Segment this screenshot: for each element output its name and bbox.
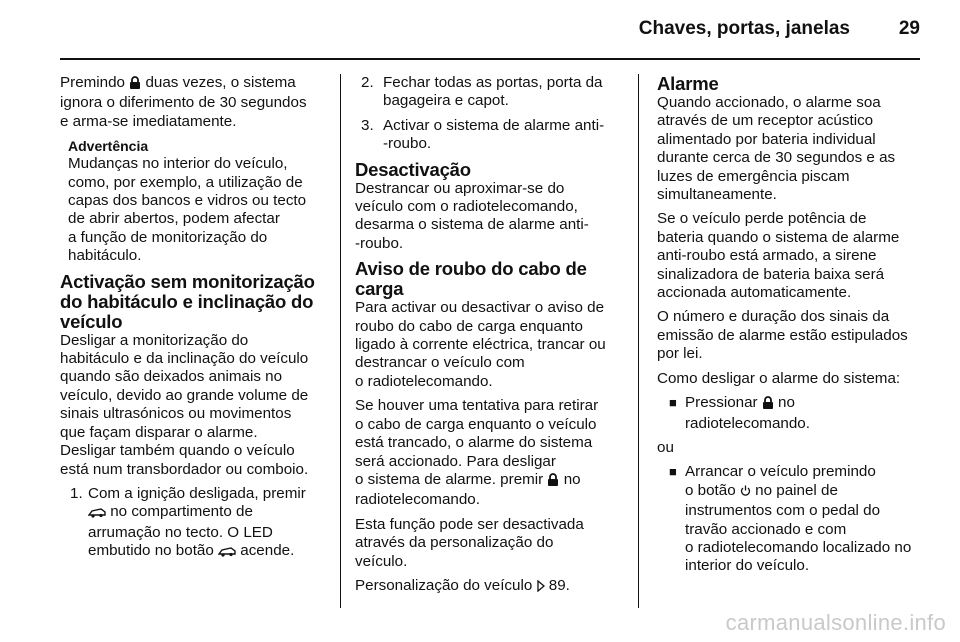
column-divider-2 <box>638 74 639 608</box>
note-title: Advertência <box>68 138 149 155</box>
howto-line: Como desligar o alarme do sistema: <box>657 369 901 387</box>
list-item-step-2: 2. Fechar todas as portas, porta da bagageira e capot. <box>361 74 603 110</box>
warning-note: Advertência Mudanças no interior do veículo, como, por exemplo, a utilização de capas dos bancos e vidros ou tecto de abrir abertos, podem afectar a função de monitorização do habitáculo. <box>60 137 328 265</box>
vehicle-tilt-icon <box>88 505 106 523</box>
deactivation-body: Destrancar ou aproximar-se do veículo com o radiotelecomando, desarma o sistema de alarme anti- -roubo. <box>355 179 589 252</box>
power-icon <box>740 484 751 502</box>
vehicle-tilt-icon <box>218 544 236 562</box>
page-title: Chaves, portas, janelas <box>638 18 850 39</box>
bullet-item-start-engine: ■ Arrancar o veículo premindo o botão no painel de instrumentos com o pedal do travão accionado e com o radiotelecomando localizado no interior do veículo. <box>669 463 912 575</box>
page-header <box>60 14 920 48</box>
lock-icon <box>547 473 559 491</box>
customisation-body: Esta função pode ser desactivada através da personalização do veículo. <box>355 515 584 570</box>
triangle-arrow-icon <box>537 579 545 597</box>
alarm-body: Quando accionado, o alarme soa através de um receptor acústico alimentado por bateria individual durante cerca de 30 segundos e as luzes de emergência piscam simultaneamente. <box>657 94 896 204</box>
intro-paragraph: Premindo duas vezes, o sistema ignora o diferimento de 30 segundos e arma-se imediatamente. <box>60 74 307 130</box>
section-heading-cable-theft: Aviso de roubo do cabo de carga <box>355 258 587 300</box>
page-number: 29 <box>898 18 920 39</box>
column-divider-1 <box>340 74 341 608</box>
lock-icon <box>129 76 141 94</box>
lock-icon <box>762 396 774 414</box>
power-loss-body: Se o veículo perde potência de bateria quando o sistema de alarme anti-roubo está armado, a sirene sinalizadora de bateria baixa será accionada automaticamente. <box>657 210 900 302</box>
cable-theft-body: Para activar ou desactivar o aviso de roubo do cabo de carga enquanto ligado à corrente eléctrica, trancar ou destrancar o veículo com o radiotelecomando. <box>355 299 606 390</box>
section-heading-alarm: Alarme <box>657 73 719 94</box>
column-3 <box>657 74 927 582</box>
header-rule <box>60 58 920 60</box>
watermark: carmanualsonline.info <box>725 610 946 635</box>
list-item-step-1: 1. Com a ignição desligada, premir no compartimento de arrumação no tecto. O LED embutido no botão acende. <box>60 485 328 563</box>
list-item-step-3: 3. Activar o sistema de alarme anti- -roubo. <box>361 116 605 153</box>
column-2 <box>355 74 625 603</box>
or-line: ou <box>657 438 674 456</box>
column-1 <box>60 74 328 569</box>
legal-body: O número e duração dos sinais da emissão de alarme estão estipulados por lei. <box>657 308 908 363</box>
page-reference: Personalização do veículo 89. <box>355 577 625 597</box>
monitoring-body: Desligar a monitorização do habitáculo e da inclinação do veículo quando são deixados animais no veículo, devido ao grande volume de sinais ultrasónicos ou movimentos que façam disparar o alarme. Desligar também quando o veículo está num transbordador ou comboio. <box>60 331 309 478</box>
section-heading-deactivation-monitoring: Activação sem monitorização do habitáculo e inclinação do veículo <box>60 270 315 332</box>
section-heading-deactivation: Desactivação <box>355 158 471 180</box>
cable-attempt-body: Se houver uma tentativa para retirar o cabo de carga enquanto o veículo está trancado, o alarme do sistema será accionado. Para desligar o sistema de alarme. premir no radiotelecomando. <box>355 397 599 509</box>
bullet-item-press-lock: ■ Pressionar no radiotelecomando. <box>669 394 810 432</box>
